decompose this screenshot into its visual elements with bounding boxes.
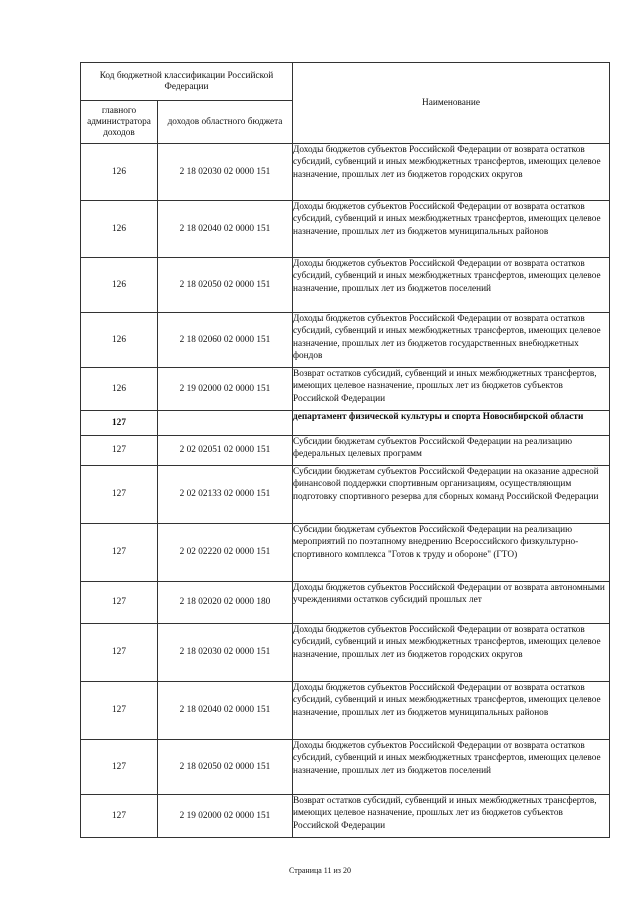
cell-income-code: 2 18 02050 02 0000 151	[158, 740, 293, 795]
header-name: Наименование	[293, 63, 610, 144]
header-admin: главного администратора доходов	[81, 101, 158, 144]
cell-income-code: 2 18 02020 02 0000 180	[158, 582, 293, 624]
cell-admin-code: 126	[81, 258, 158, 313]
cell-admin-code: 127	[81, 795, 158, 838]
cell-name: Доходы бюджетов субъектов Российской Федерации от возврата остатков субсидий, субвенций и иных межбюджетных трансфертов, имеющих целевое назначение, прошлых лет из бюджетов поселений	[293, 258, 610, 313]
cell-income-code: 2 18 02060 02 0000 151	[158, 313, 293, 368]
cell-name: департамент физической культуры и спорта Новосибирской области	[293, 411, 610, 436]
header-group-label: Код бюджетной классификации Российской Федерации	[81, 63, 293, 101]
cell-admin-code: 127	[81, 740, 158, 795]
cell-name: Доходы бюджетов субъектов Российской Федерации от возврата остатков субсидий, субвенций и иных межбюджетных трансфертов, имеющих целевое назначение, прошлых лет из бюджетов муниципальных районов	[293, 201, 610, 258]
cell-name: Доходы бюджетов субъектов Российской Федерации от возврата остатков субсидий, субвенций и иных межбюджетных трансфертов, имеющих целевое назначение, прошлых лет из бюджетов государственных внебюджетных фондов	[293, 313, 610, 368]
cell-name: Доходы бюджетов субъектов Российской Федерации от возврата остатков субсидий, субвенций и иных межбюджетных трансфертов, имеющих целевое назначение, прошлых лет из бюджетов муниципальных районов	[293, 682, 610, 740]
cell-name: Возврат остатков субсидий, субвенций и иных межбюджетных трансфертов, имеющих целевое назначение, прошлых лет из бюджетов субъектов Российской Федерации	[293, 795, 610, 838]
cell-name: Доходы бюджетов субъектов Российской Федерации от возврата автономными учреждениями остатков субсидий прошлых лет	[293, 582, 610, 624]
cell-admin-code: 127	[81, 524, 158, 582]
cell-admin-code: 127	[81, 582, 158, 624]
cell-income-code: 2 02 02051 02 0000 151	[158, 436, 293, 466]
cell-admin-code: 127	[81, 436, 158, 466]
budget-classification-table	[80, 62, 610, 838]
cell-admin-code: 127	[81, 682, 158, 740]
cell-admin-code: 126	[81, 368, 158, 411]
table-row	[81, 466, 610, 524]
cell-income-code: 2 18 02030 02 0000 151	[158, 624, 293, 682]
table-row	[81, 624, 610, 682]
table-row	[81, 144, 610, 201]
page-number: Страница 11 из 20	[289, 866, 351, 875]
cell-name: Доходы бюджетов субъектов Российской Федерации от возврата остатков субсидий, субвенций и иных межбюджетных трансфертов, имеющих целевое назначение, прошлых лет из бюджетов поселений	[293, 740, 610, 795]
cell-income-code: 2 18 02040 02 0000 151	[158, 201, 293, 258]
cell-admin-code: 127	[81, 466, 158, 524]
cell-name: Доходы бюджетов субъектов Российской Федерации от возврата остатков субсидий, субвенций и иных межбюджетных трансфертов, имеющих целевое назначение, прошлых лет из бюджетов городских округов	[293, 144, 610, 201]
cell-name: Возврат остатков субсидий, субвенций и иных межбюджетных трансфертов, имеющих целевое назначение, прошлых лет из бюджетов субъектов Российской Федерации	[293, 368, 610, 411]
cell-income-code: 2 18 02050 02 0000 151	[158, 258, 293, 313]
cell-income-code: 2 18 02030 02 0000 151	[158, 144, 293, 201]
header-code: доходов областного бюджета	[158, 101, 293, 144]
table-row	[81, 436, 610, 466]
cell-income-code	[158, 411, 293, 436]
table-row	[81, 582, 610, 624]
table-row	[81, 411, 610, 436]
cell-income-code: 2 02 02220 02 0000 151	[158, 524, 293, 582]
table-row	[81, 740, 610, 795]
cell-admin-code: 126	[81, 144, 158, 201]
table-row	[81, 313, 610, 368]
table-row	[81, 258, 610, 313]
cell-income-code: 2 19 02000 02 0000 151	[158, 795, 293, 838]
table-row	[81, 201, 610, 258]
cell-income-code: 2 19 02000 02 0000 151	[158, 368, 293, 411]
cell-admin-code: 127	[81, 624, 158, 682]
cell-admin-code: 127	[81, 411, 158, 436]
table-row	[81, 368, 610, 411]
table-row	[81, 795, 610, 838]
cell-income-code: 2 18 02040 02 0000 151	[158, 682, 293, 740]
table-row	[81, 524, 610, 582]
cell-income-code: 2 02 02133 02 0000 151	[158, 466, 293, 524]
table-body	[81, 144, 610, 838]
cell-name: Субсидии бюджетам субъектов Российской Федерации на реализацию федеральных целевых программ	[293, 436, 610, 466]
cell-name: Доходы бюджетов субъектов Российской Федерации от возврата остатков субсидий, субвенций и иных межбюджетных трансфертов, имеющих целевое назначение, прошлых лет из бюджетов городских округов	[293, 624, 610, 682]
cell-name: Субсидии бюджетам субъектов Российской Федерации на оказание адресной финансовой поддержки спортивным организациям, осуществляющим подготовку спортивного резерва для сборных команд Российской Федерации	[293, 466, 610, 524]
table-row	[81, 682, 610, 740]
cell-name: Субсидии бюджетам субъектов Российской Федерации на реализацию мероприятий по поэтапному внедрению Всероссийского физкультурно-спортивного комплекса "Готов к труду и обороне" (ГТО)	[293, 524, 610, 582]
cell-admin-code: 126	[81, 313, 158, 368]
cell-admin-code: 126	[81, 201, 158, 258]
